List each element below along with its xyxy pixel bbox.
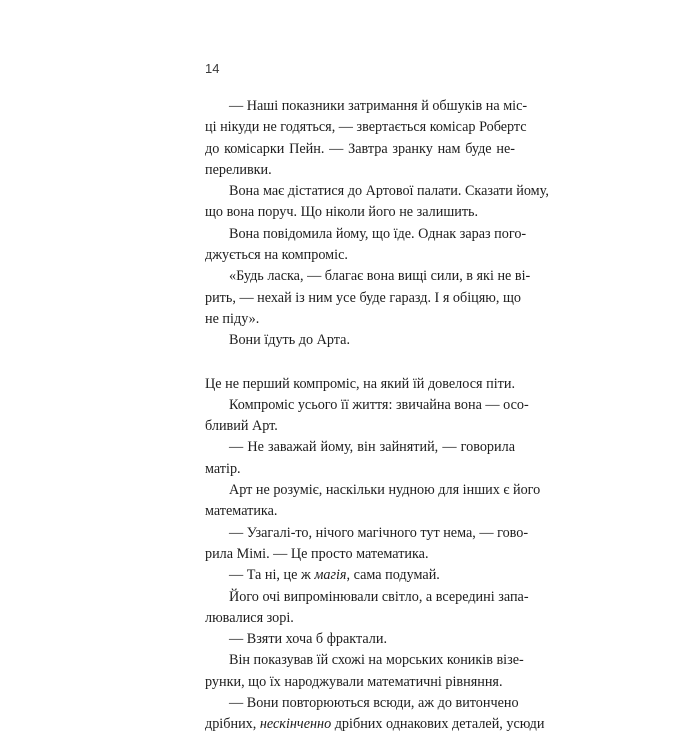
text-line: рила Мімі. — Це просто математика. — [205, 545, 429, 562]
text-line: Арт не розуміє, наскільки нудною для інших є його — [229, 482, 541, 499]
italic-emphasis: магія — [314, 567, 347, 584]
text-line: Вони їдуть до Арта. — [229, 332, 350, 349]
text-line: Компроміс усього її життя: звичайна вона — осо- — [229, 396, 529, 413]
text-line: Його очі випромінювали світло, а всередині запа- — [229, 588, 529, 605]
section-2 — [205, 374, 545, 736]
text-line: джується на компроміс. — [205, 247, 348, 264]
line-segment: дрібних, — [205, 716, 260, 733]
italic-emphasis: нескінченно — [259, 716, 332, 733]
text-line: — Наші показники затримання й обшуків на міс- — [229, 98, 528, 114]
text-line — [205, 565, 515, 586]
text-line: — Узагалі-то, нічого магічного тут нема, — гово- — [229, 524, 529, 541]
text-line: Це не перший компроміс, на який їй довелося піти. — [205, 375, 515, 392]
text-line: — Не заважай йому, він зайнятий, — говорила — [229, 439, 515, 456]
text-line: рунки, що їх народжували математичні рівняння. — [205, 673, 503, 690]
line-segment: — Та ні, це ж — [229, 567, 315, 584]
text-line: переливки. — [205, 161, 272, 178]
text-line: матір. — [205, 460, 241, 477]
text-line: що вона поруч. Що ніколи його не залишить. — [205, 204, 479, 221]
text-line — [205, 714, 545, 735]
text-line: лювалися зорі. — [205, 609, 294, 626]
text-line: до комісарки Пейн. — Завтра зранку нам буде не- — [205, 140, 515, 157]
page-number: 14 — [205, 61, 220, 76]
text-line: ці нікуди не годяться, — звертається комісар Робертс — [205, 119, 527, 136]
text-line: рить, — нехай із ним усе буде гаразд. І я обіцяю, що — [205, 289, 521, 306]
text-line: — Вони повторюються всюди, аж до витончено — [229, 695, 519, 712]
text-line: бливий Арт. — [205, 418, 278, 435]
text-line: Вона повідомила йому, що їде. Однак зараз пого- — [229, 225, 527, 242]
line-segment: дрібних однакових деталей, усюди — [331, 716, 545, 733]
text-line: не піду». — [205, 310, 260, 327]
text-block — [205, 96, 549, 736]
text-line: математика. — [205, 503, 278, 520]
section-1 — [205, 96, 549, 352]
text-line: «Будь ласка, — благає вона вищі сили, в які не ві- — [229, 268, 531, 285]
text-line: Вона має дістатися до Артової палати. Сказати йому, — [229, 183, 549, 200]
text-line: Він показував їй схожі на морських коників візе- — [229, 652, 524, 669]
text-line: — Взяти хоча б фрактали. — [229, 631, 387, 648]
line-segment: , сама подумай. — [346, 567, 440, 584]
section-gap — [205, 352, 515, 374]
